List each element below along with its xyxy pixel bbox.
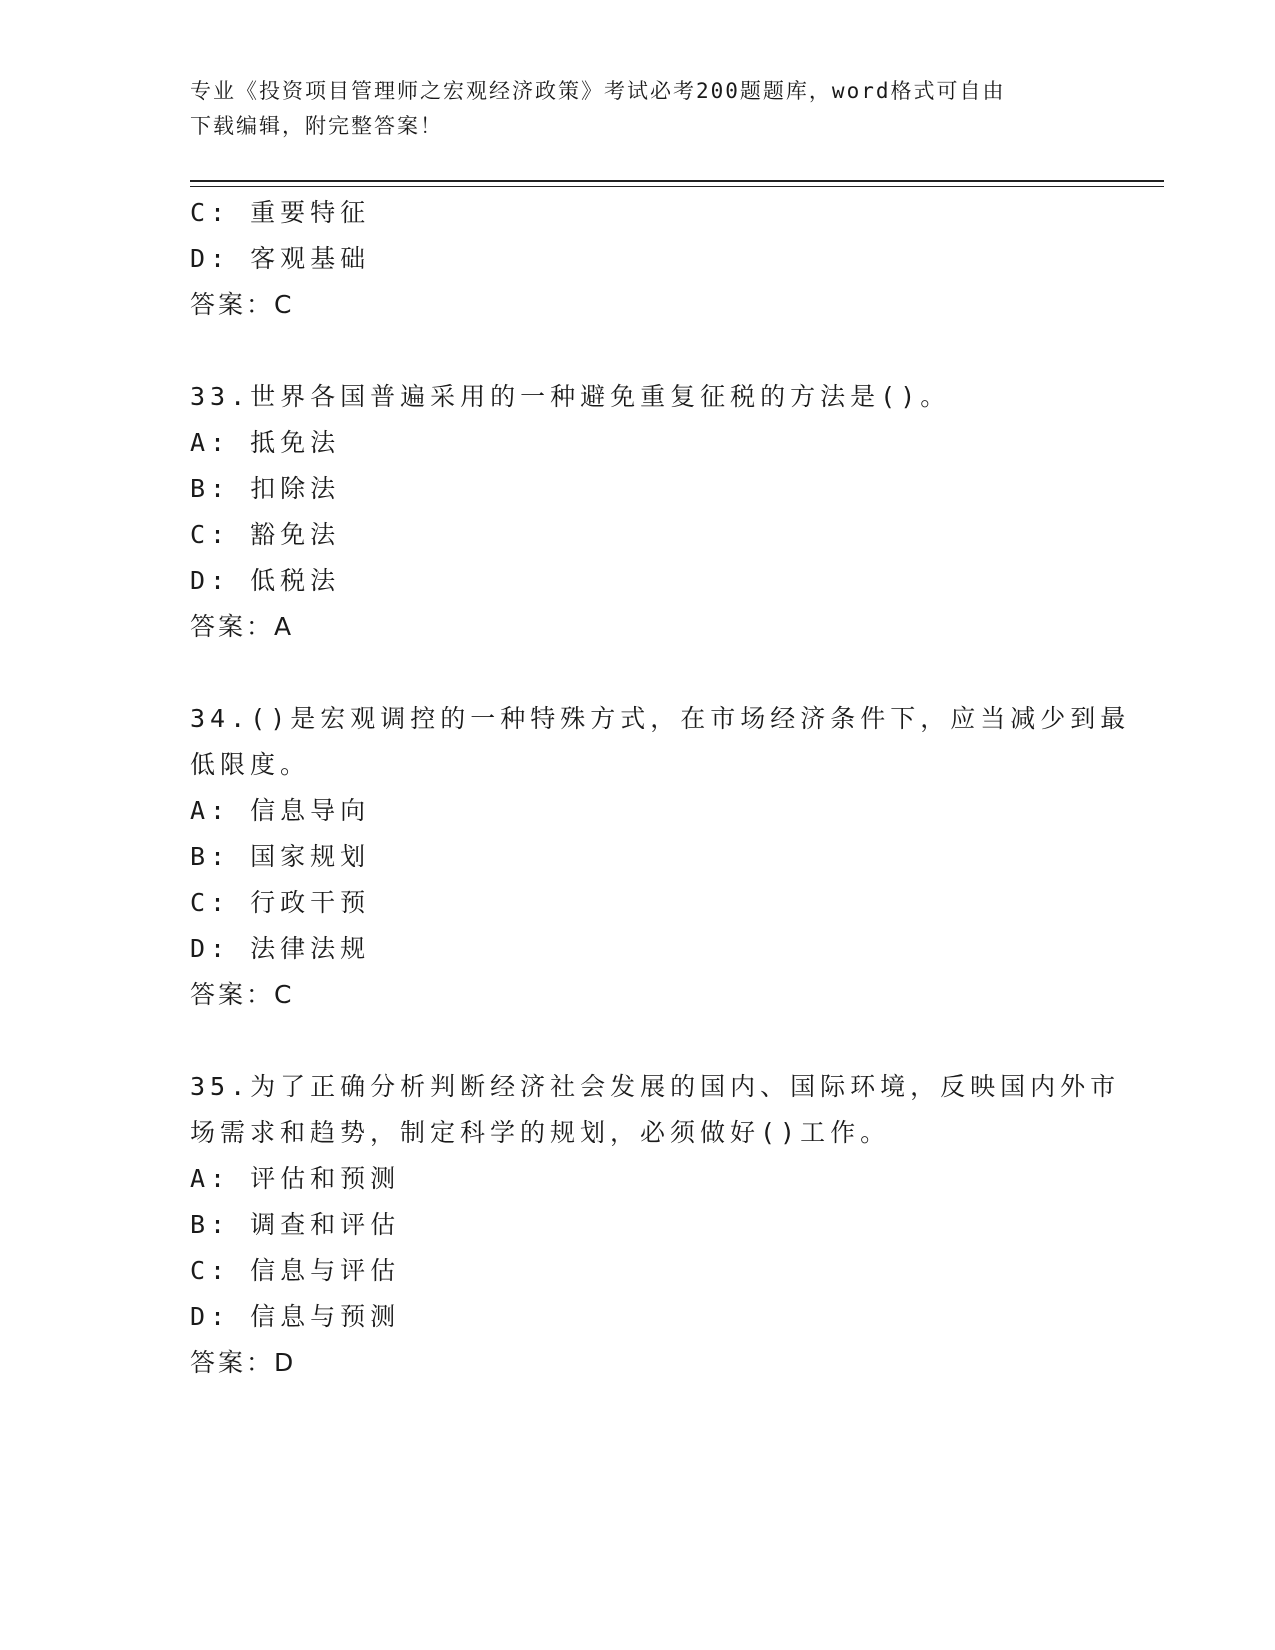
question-stem: 33.世界各国普遍采用的一种避免重复征税的方法是()。 — [190, 382, 951, 411]
question-stem-line-1: 34.()是宏观调控的一种特殊方式，在市场经济条件下，应当减少到最 — [190, 704, 1131, 733]
answer-line: 答案：D — [190, 1348, 297, 1377]
option-a: A: 抵免法 — [190, 428, 341, 457]
option-d: D: 信息与预测 — [190, 1302, 401, 1331]
option-c: C: 豁免法 — [190, 520, 341, 549]
answer-line: 答案：C — [190, 290, 295, 319]
option-a: A: 信息导向 — [190, 796, 371, 825]
option-b: B: 国家规划 — [190, 842, 371, 871]
question-35 — [190, 1064, 1121, 1386]
page-header — [190, 74, 1090, 144]
option-c: C: 信息与评估 — [190, 1256, 401, 1285]
answer-line: 答案：A — [190, 612, 295, 641]
option-d: D: 低税法 — [190, 566, 341, 595]
question-33 — [190, 374, 1090, 650]
question-34 — [190, 696, 1131, 1018]
question-stem-line-1: 35.为了正确分析判断经济社会发展的国内、国际环境，反映国内外市 — [190, 1072, 1121, 1101]
option-d: D: 法律法规 — [190, 934, 371, 963]
option-a: A: 评估和预测 — [190, 1164, 401, 1193]
option-b: B: 调查和评估 — [190, 1210, 401, 1239]
header-divider — [190, 180, 1164, 187]
header-line-1: 专业《投资项目管理师之宏观经济政策》考试必考200题题库，word格式可自由 — [190, 79, 1006, 103]
question-32-continued — [190, 190, 1090, 328]
document-body — [190, 190, 1131, 1386]
question-stem-line-2: 场需求和趋势，制定科学的规划，必须做好()工作。 — [190, 1118, 891, 1147]
answer-line: 答案：C — [190, 980, 295, 1009]
option-c: C: 重要特征 — [190, 198, 371, 227]
option-c: C: 行政干预 — [190, 888, 371, 917]
question-stem-line-2: 低限度。 — [190, 750, 311, 779]
option-b: B: 扣除法 — [190, 474, 341, 503]
header-line-2: 下载编辑，附完整答案！ — [190, 114, 443, 138]
option-d: D: 客观基础 — [190, 244, 371, 273]
